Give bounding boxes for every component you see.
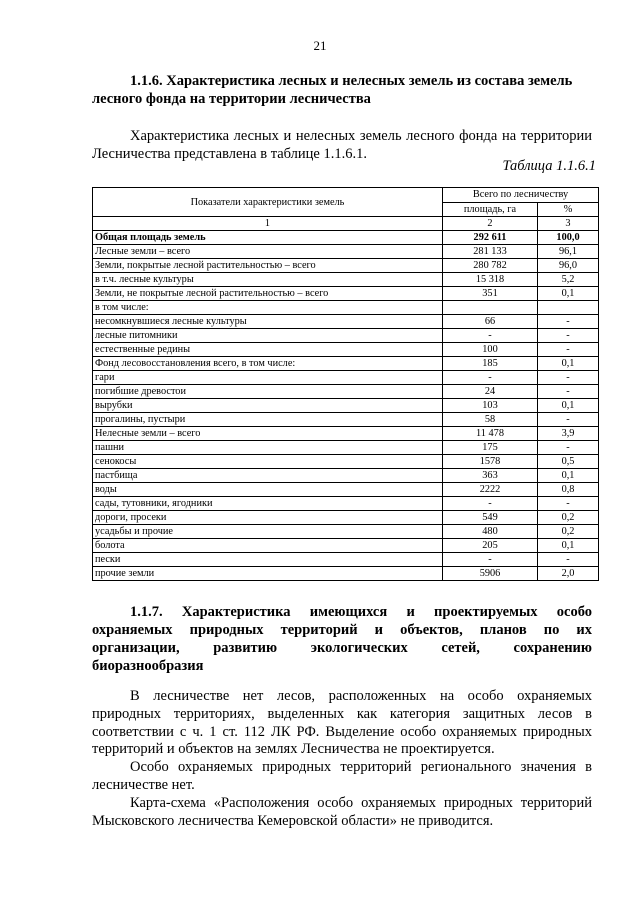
table-row [93, 511, 599, 525]
row-area: 205 [443, 539, 538, 553]
row-percent: 3,9 [538, 427, 599, 441]
row-area: 1578 [443, 455, 538, 469]
paragraph: Карта-схема «Расположения особо охраняемых природных территорий Мысковского лесничества Кемеровской области» не приводится. [92, 794, 592, 829]
page-number: 21 [313, 38, 327, 53]
row-label: пески [93, 553, 443, 567]
row-area: 11 478 [443, 427, 538, 441]
table-row [93, 441, 599, 455]
row-label: пастбища [93, 469, 443, 483]
row-area: 103 [443, 399, 538, 413]
row-label: Лесные земли – всего [93, 245, 443, 259]
section-heading-1-1-7 [92, 603, 592, 675]
row-label: в т.ч. лесные культуры [93, 273, 443, 287]
row-area: 281 133 [443, 245, 538, 259]
table-row [93, 399, 599, 413]
row-label: в том числе: [93, 301, 443, 315]
row-area: 480 [443, 525, 538, 539]
row-percent: 0,1 [538, 539, 599, 553]
row-label: воды [93, 483, 443, 497]
table-row [93, 315, 599, 329]
row-label: Нелесные земли – всего [93, 427, 443, 441]
row-area [443, 301, 538, 315]
section-heading-1-1-6 [92, 72, 592, 108]
paragraph: Особо охраняемых природных территорий регионального значения в лесничестве нет. [92, 759, 592, 793]
heading-line-2: охраняемых природных территорий и объектов, планов по их [92, 622, 592, 638]
row-percent: 2,0 [538, 567, 599, 581]
row-area: - [443, 329, 538, 343]
table-row [93, 567, 599, 581]
row-area: 549 [443, 511, 538, 525]
row-label: лесные питомники [93, 329, 443, 343]
row-area: - [443, 371, 538, 385]
header-percent: % [538, 202, 599, 217]
intro-text: Характеристика лесных и нелесных земель лесного фонда на территории Лесничества представлена в таблице 1.1.6.1. [92, 128, 592, 162]
table-row [93, 413, 599, 427]
row-area: 15 318 [443, 273, 538, 287]
heading-line-3: организации, развитию экологических сетей, сохранению [92, 640, 592, 656]
table-row [93, 259, 599, 273]
table-row [93, 287, 599, 301]
table-row [93, 483, 599, 497]
table-row [93, 245, 599, 259]
col-number-1: 1 [93, 217, 443, 231]
table-row [93, 329, 599, 343]
header-area: площадь, га [443, 202, 538, 217]
row-label: прочие земли [93, 567, 443, 581]
row-area: 292 611 [443, 231, 538, 245]
row-area: - [443, 497, 538, 511]
row-label: сенокосы [93, 455, 443, 469]
table-row [93, 385, 599, 399]
row-percent: - [538, 329, 599, 343]
table-row [93, 273, 599, 287]
table-row [93, 553, 599, 567]
row-percent: - [538, 385, 599, 399]
row-label: Земли, покрытые лесной растительностью – всего [93, 259, 443, 273]
header-indicator: Показатели характеристики земель [93, 188, 443, 217]
table-row [93, 469, 599, 483]
row-area: 2222 [443, 483, 538, 497]
table-body [93, 231, 599, 581]
row-label: Общая площадь земель [93, 231, 443, 245]
row-percent: - [538, 497, 599, 511]
row-area: 351 [443, 287, 538, 301]
row-percent: 5,2 [538, 273, 599, 287]
row-label: Земли, не покрытые лесной растительностью – всего [93, 287, 443, 301]
row-percent: 100,0 [538, 231, 599, 245]
row-area: 185 [443, 357, 538, 371]
row-percent: - [538, 371, 599, 385]
heading-line-4: биоразнообразия [92, 658, 204, 674]
row-label: гари [93, 371, 443, 385]
header-group: Всего по лесничеству [443, 188, 599, 203]
row-label: естественные редины [93, 343, 443, 357]
row-percent: 0,1 [538, 399, 599, 413]
row-percent: 0,1 [538, 357, 599, 371]
row-label: пашни [93, 441, 443, 455]
row-percent: - [538, 413, 599, 427]
row-percent: 96,1 [538, 245, 599, 259]
row-area: 280 782 [443, 259, 538, 273]
row-label: вырубки [93, 399, 443, 413]
row-percent: - [538, 553, 599, 567]
table-row [93, 455, 599, 469]
row-percent: 0,5 [538, 455, 599, 469]
row-label: погибшие древостои [93, 385, 443, 399]
table-row [93, 497, 599, 511]
row-percent: 96,0 [538, 259, 599, 273]
row-percent: 0,1 [538, 469, 599, 483]
section-heading-text: 1.1.6. Характеристика лесных и нелесных земель из состава земель лесного фонда на территории лесничества [92, 73, 573, 107]
row-area: 24 [443, 385, 538, 399]
row-label: усадьбы и прочие [93, 525, 443, 539]
row-label: Фонд лесовосстановления всего, в том числе: [93, 357, 443, 371]
row-label: сады, тутовники, ягодники [93, 497, 443, 511]
col-number-3: 3 [538, 217, 599, 231]
row-percent: 0,1 [538, 287, 599, 301]
row-label: прогалины, пустыри [93, 413, 443, 427]
land-characteristics-table [92, 187, 599, 581]
row-percent: - [538, 441, 599, 455]
section-body [92, 688, 592, 830]
table-row [93, 343, 599, 357]
col-number-2: 2 [443, 217, 538, 231]
row-area: 66 [443, 315, 538, 329]
row-label: болота [93, 539, 443, 553]
row-percent: - [538, 315, 599, 329]
table-row [93, 371, 599, 385]
table-caption: Таблица 1.1.6.1 [502, 158, 596, 174]
row-area: 58 [443, 413, 538, 427]
row-label: дороги, просеки [93, 511, 443, 525]
row-percent: 0,2 [538, 525, 599, 539]
table-row [93, 301, 599, 315]
row-area: 175 [443, 441, 538, 455]
row-area: - [443, 553, 538, 567]
table-row [93, 525, 599, 539]
row-area: 5906 [443, 567, 538, 581]
row-label: несомкнувшиеся лесные культуры [93, 315, 443, 329]
row-percent: 0,8 [538, 483, 599, 497]
table-row [93, 357, 599, 371]
row-area: 363 [443, 469, 538, 483]
paragraph: В лесничестве нет лесов, расположенных на особо охраняемых природных территориях, выделенных как категория защитных лесов в соответствии с ч. 1 ст. 112 ЛК РФ. Выделение особо охраняемых природных территорий и объектов на землях Лесничества не проектируется. [92, 688, 592, 758]
row-percent: - [538, 343, 599, 357]
row-percent: 0,2 [538, 511, 599, 525]
row-percent [538, 301, 599, 315]
row-area: 100 [443, 343, 538, 357]
table-row [93, 231, 599, 245]
table-row [93, 539, 599, 553]
table-row [93, 427, 599, 441]
heading-line-1: 1.1.7. Характеристика имеющихся и проектируемых особо [130, 604, 592, 620]
